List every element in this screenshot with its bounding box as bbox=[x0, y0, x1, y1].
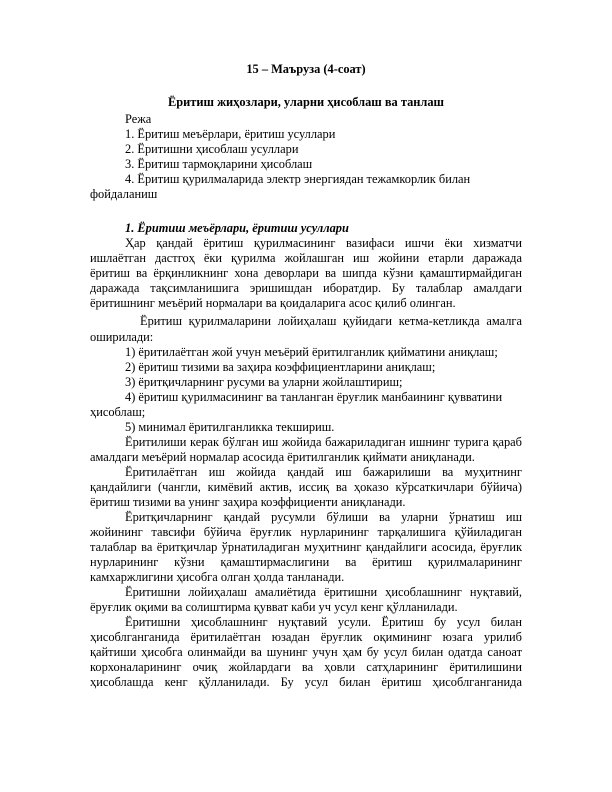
plan-item-continuation: фойдаланиш bbox=[90, 187, 158, 201]
paragraph-line: оширилади: bbox=[90, 330, 154, 344]
paragraph-line: Ёритқичларнинг қандай русумли бўлиши ва уларни ўрнатиш иш bbox=[125, 510, 522, 524]
paragraph-line: нурларининг кўзни қамаштирмаслигини ва ёритиш қурилмаларининг bbox=[90, 555, 522, 569]
paragraph-line: даражада тақсимланишига эришишдан иборатдир. Бу талаблар амалдаги bbox=[90, 281, 522, 295]
paragraph-line: Ёритилаётган иш жойида қандай иш бажарилиши ва муҳитнинг bbox=[125, 465, 522, 479]
paragraph-line: қандайлиги (чангли, кимёвий актив, иссиқ ва ҳоказо кўрсаткичлари бўйича) bbox=[90, 480, 522, 494]
plan-item: 2. Ёритишни ҳисоблаш усуллари bbox=[125, 142, 299, 156]
paragraph-line: Ёритишни лойиҳалаш амалиётида ёритишни ҳисоблашнинг нуқтавий, bbox=[125, 585, 522, 599]
list-item-continuation: ҳисоблаш; bbox=[90, 405, 146, 419]
paragraph-line: қайтиши ҳисобга олинмайди ва шунинг учун ҳам бу усул билан одатда саноат bbox=[90, 645, 522, 659]
paragraph-line: Ёритилиши керак бўлган иш жойида бажариладиган ишнинг турига қараб bbox=[125, 435, 522, 449]
plan-label: Режа bbox=[125, 112, 152, 126]
paragraph-line: амалдаги меъёрий нормалар асосида ёритилганлик қиймати аниқланади. bbox=[90, 450, 475, 464]
lecture-title: 15 – Маъруза (4-соат) bbox=[246, 62, 366, 76]
paragraph-line: камхаржлигини ҳисобга олган ҳолда танланади. bbox=[90, 570, 345, 584]
plan-item: 3. Ёритиш тармоқларини ҳисоблаш bbox=[125, 157, 313, 171]
section-heading: 1. Ёритиш меъёрлари, ёритиш усуллари bbox=[125, 221, 349, 235]
paragraph-line: Ёритишни ҳисоблашнинг нуқтавий усули. Ёритиш бу усул билан bbox=[125, 615, 522, 629]
list-item: 2) ёритиш тизими ва заҳира коэффициентларини аниқлаш; bbox=[125, 360, 436, 374]
plan-item: 1. Ёритиш меъёрлари, ёритиш усуллари bbox=[125, 127, 336, 141]
paragraph-line: корхоналарининг очиқ жойлардаги ва ҳовли сатҳларининг ёритилишини bbox=[90, 660, 522, 674]
paragraph-line: ёритиш ва ёрқинликнинг хона деворлари ва шипда кўзни қамаштирмайдиган bbox=[90, 266, 522, 280]
paragraph-line: ёруғлик оқими ва солиштирма қувват каби уч усул кенг қўлланилади. bbox=[90, 600, 458, 614]
paragraph-line: ёритишнинг меъёрий нормалари ва қоидаларига асос қилиб олинган. bbox=[90, 296, 456, 310]
paragraph-line: ишлаётган дастгоҳ ёки қурилма жойлашган иш жойини етарли даражада bbox=[90, 251, 522, 265]
paragraph-line: Ҳар қандай ёритиш қурилмасининг вазифаси ишчи ёки хизматчи bbox=[125, 236, 522, 250]
plan-item: 4. Ёритиш қурилмаларида электр энергиядан тежамкорлик билан bbox=[125, 172, 471, 186]
paragraph-line: жойининг тавсифи бўйича ёруғлик нурларининг тарқалишига қўйиладиган bbox=[90, 525, 522, 539]
list-item: 4) ёритиш қурилмасининг ва танланган ёруғлик манбаининг қувватини bbox=[125, 390, 503, 404]
paragraph-line: ёритиш тизими ва унинг заҳира коэффициенти аниқланади. bbox=[90, 495, 406, 509]
paragraph-line: ҳисоблашда кенг қўлланилади. Бу усул билан ёритиш ҳисоблганганида bbox=[90, 675, 522, 689]
list-item: 3) ёритқичларнинг русуми ва уларни жойлаштириш; bbox=[125, 375, 403, 389]
topic-title: Ёритиш жиҳозлари, уларни ҳисоблаш ва танлаш bbox=[167, 95, 445, 109]
paragraph-line: Ёритиш қурилмаларини лойиҳалаш қуйидаги кетма-кетликда амалга bbox=[140, 314, 522, 328]
list-item: 5) минимал ёритилганликка текшириш. bbox=[125, 420, 335, 434]
paragraph-line: ҳисоблганганида ёритилаётган юзадан ёруғлик оқимининг юзага урилиб bbox=[90, 630, 522, 644]
list-item: 1) ёритилаётган жой учун меъёрий ёритилганлик қийматини аниқлаш; bbox=[125, 345, 498, 359]
paragraph-line: талаблар ва ёритқичлар ўрнатиладиган муҳитнинг қандайлиги асосида, ёруғлик bbox=[90, 540, 522, 554]
